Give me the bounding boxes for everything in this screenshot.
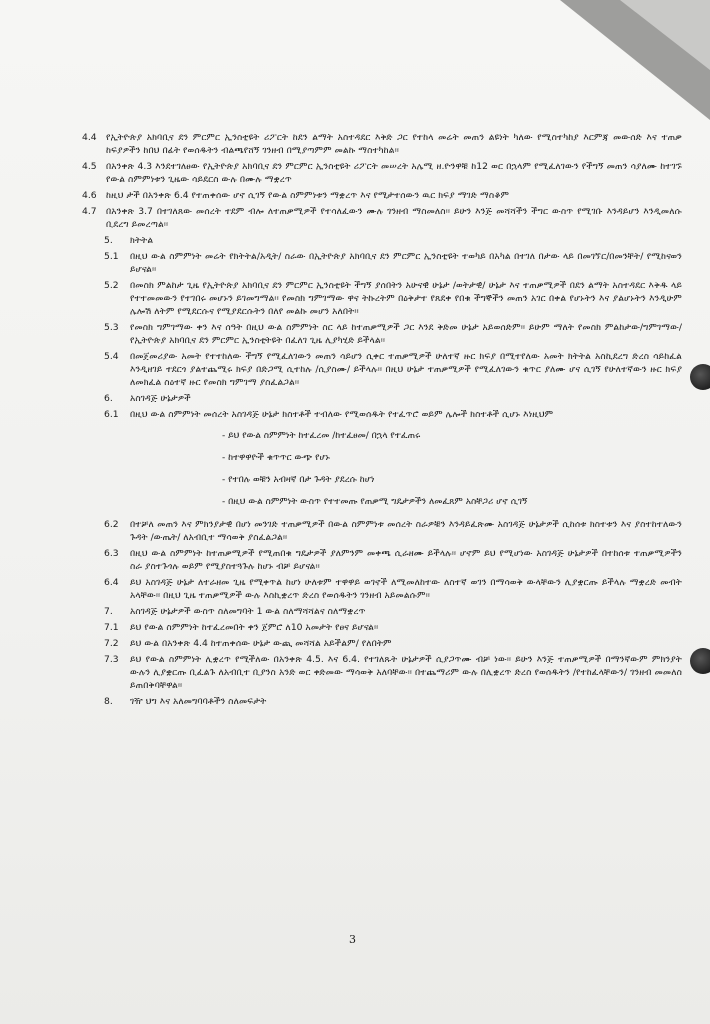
clause-6-1 [82,408,682,421]
clause-text: በመስክ ምልከታ ጊዜ የኢትዮጵያ አክባቢና ደን ምርምር ኢንስቲዩት ችግኝ ያሰበትን አሁናዊ ሁኔታ /ወትታዊ/ ሁኔታ እና ተጠቃሚዎች በደን ልማት አስተዳደር እቅዱ ላይ የተተመመውን የተገበሩ መሆኑን ይገመግማል፡፡ የመስክ ግምገማው ዋና ትኩረትም በዕቅታተ የጸደቀ የበቁ ችግኞችን መጠን አገር በቀል የሆኑትን እና ያልሆኑትን እንዲሁም ሌሎሽ ለትም የሚደርሱና የሚያደርሱትን በለየ መልኩ መሆን አለበት፡፡ [130,280,682,317]
punch-hole-bottom [690,648,710,674]
clause-number: 6.3 [104,548,119,559]
punch-hole-top [690,364,710,390]
clause-4-5 [82,160,682,186]
document-body [82,128,682,708]
clause-number: 5.4 [104,351,119,362]
clause-6-2 [82,518,682,544]
clause-number: 4.7 [82,206,97,217]
condition-bullet: - ይህ የውል ስምምነት ከተፈረመ /ከተፈፀመ/ በኋላ የተፈጠሩ [222,431,421,441]
clause-7 [82,605,682,618]
clause-number: 7. [104,606,113,617]
clause-text: በአንቀጽ 3.7 በተገለጸው መሰረት ተደም ብሎ ለተጠቃሚዎች የተሳለፈውን ሙሉ ገንዘብ ማስመለስ፡፡ ይሁን እንጅ መሻሻችን ችግር ውስጥ የሚገቡ እንዳይሆን እንዲመለሱ ቢደረግ ይመረጣል፡፡ [106,206,682,230]
clause-5-2 [82,279,682,318]
clause-text: በአንቀጽ 4.3 እንደተገለፀው የኢትዮጵያ አክባቢና ደን ምርምር ኢንስቲዩት ሪፖርት መሠረት አሌሚ ዘ.ዮንዋቹ ከ12 ወር በኋላም የሚፈለገውን የችግኝ መጠን ሳያለሙ ከተገኙ የውል ስምምነቱን ጊዜው ሳይደርስ ውሉ በሙሉ ማቋረጥ [106,161,682,185]
clause-7-3 [82,653,682,692]
clause-5-1 [82,250,682,276]
page-corner-fold [620,0,710,70]
clause-text: አስገዳጅ ሁኔታዎች ውስጥ ስለመግባት 1 ውል ስለማሻሻልና ስለማቋረጥ [130,606,366,617]
clause-4-6 [82,189,682,202]
condition-bullet: - የተበሉ ወቹን አብዛኛ በታ ጉዳት ያደረሱ ከሆነ [222,475,375,485]
clause-text: ከዚህ ታች በአንቀጽ 6.4 የተጠቀሰው ሆኖ ሲገኝ የውል ስምምነቱን ማቋረጥ እና የሚታተሰውን ዉር ክፍያ ማገድ ማስቆም [106,190,510,201]
page-number: 3 [349,933,356,946]
clause-number: 6.2 [104,519,119,530]
clause-7-1 [82,621,682,634]
clause-number: 6.1 [104,409,119,420]
clause-text: አስገዳጅ ሁኔታዎች [130,393,191,404]
clause-number: 5.3 [104,322,119,333]
condition-bullet: - በዚህ ውል ስምምነት ውስጥ የተተመጡ የጠቃሚ ግዴታዎችን ለመፈጸም አስቸጋሪ ሆኖ ሲገኝ [222,497,528,507]
clause-8 [82,695,682,708]
clause-text: ይህ ውል በአንቀጽ 4.4 ከተጠቀሰው ሁኔታ ውጪ መሻሻል አይችልም/ የለበትም [130,638,392,649]
clause-7-2 [82,637,682,650]
clause-5-3 [82,321,682,347]
clause-text: ይህ የውል ስምምነት ከተፈረመበት ቀን ጀምሮ ለ10 አመታት የፀና ይሆናል፡፡ [130,622,379,633]
clause-number: 5.1 [104,251,119,262]
clause-6-4 [82,576,682,602]
clause-6 [82,392,682,405]
clause-number: 7.3 [104,654,119,665]
clause-number: 5. [104,235,113,246]
clause-text: ክትትል [130,235,154,246]
clause-6-3 [82,547,682,573]
clause-4-7 [82,205,682,231]
clause-text: ይህ አስገዳጅ ሁኔታ ለተራዘመ ጊዜ የሚቀጥል ከሆነ ሁለቱም ተዋዋይ ወገኖች ለሚመለከተው ለስተኛ ወገን በማሳወቅ ውላቸውን ሊያቋርጡ ይችላሉ ማቋረድ መብት አላቸው፡፡ በዚህ ጊዜ ተጠቃሚዎች ውሉ እስኪቋረጥ ድረስ የወሰዱትን ገንዘብ አይመልሱም፡፡ [130,577,682,601]
clause-text: በተቻለ መጠን እና ምክንያታዊ በሆነ መንገድ ተጠቃሚዎች በውል ስምምነቱ መሰረት ስራዎቹን እንዳይፈጽሙ አስገዳጅ ሁኔታዎች ሲከሰቱ ክስተቱን እና ያስተከተለውን ጉዳት /ውጤት/ ለአብቢተ ማሳወቅ ያስፈልጋል፡፡ [130,519,682,543]
clause-text: በመጀመሪያው አመት የተተከለው ችግኝ የሚፈለገውን መጠን ሳይሆን ሲቀር ተጠቃሚዎች ሁለተኛ ዙር ክፍያ በሚተየለው አመት ክትትል አስኪደረግ ድረስ ሳይከፈል እንዲዘገይ ተደርጎ ያልተጨሚሩ ክፍያ በድጋሚ ሲተከሉ /ሲያስሙ/ ይችላሉ፡፡ በዚህ ሁኔታ ተጠቃሚዎች የሚፈለገውን ቁጥር ያለሙ ሆና ሲገኝ የሁለተኛውን ዙር ክፍያ ለመክፈል ስዕተኛ ዙር የመስክ ግምገማ ያስፈልጋል፡፡ [130,351,682,388]
clause-text: በዚህ ውል ስምምነት መሬት የክትትል/አዲት/ ስራው በኢትዮጵያ አክባቢና ደን ምርምር ኢንስቲዩት ተወካይ በአካል በተገለ በታው ላይ በመገኘር/በመንቸት/ የሚከናወን ይሆናል፡፡ [130,251,682,275]
clause-number: 8. [104,696,113,707]
clause-number: 4.4 [82,132,97,143]
clause-text: በዚህ ውል ስምምነት ከተጠቃሚዎች የሚጠበቁ ግዴታዎች ያለምንም መቀጫ ሲራዘሙ ይችላሉ፡፡ ሆኖም ይህ የሚሆነው አስገዳጅ ሁኔታዎች በተከሰቱ ተጠቃሚዎችን ስራ ያስተጉጎሉ ወይም የሚያስተጓጉሉ ከሆኑ ብቻ ይሆናል፡፡ [130,548,682,572]
clause-text: ገዥ ህግ እና አለመግባባቶችን ስለመፍታት [130,696,267,707]
clause-text: የመስክ ግምገማው ቀን እና ሰዓት በዚህ ውል ስምምነት ስር ላይ ከተጠቃሚዎች ጋር እንደ ቅድመ ሁኔታ አይወሰድም፡፡ ይሁም ማለት የመስክ ምልከታው/ግምገማው/ የኢትዮጵያ አክባቢና ደን ምርምር ኢንስቲትዩት በፈለገ ጊዜ ሊያካሂድ ይችላል፡፡ [130,322,682,346]
clause-number: 7.1 [104,622,119,633]
clause-text: በዚህ ውል ስምምነት መሰረት አስገዳጅ ሁኔታ ክስተቶች ተብለው የሚወሰዱት የተፈጥሮ ወይም ሌሎች ክስተቶች ሲሆኑ እነዚህም [130,409,554,420]
clause-4-4 [82,131,682,157]
clause-text: የኢትዮጵያ አክባቢና ደን ምርምር ኢንስቲዩት ሪፖርት ከደን ልማት አስተዳደር እቅድ ጋር የተከላ መሬት መጠን ልዩነት ካለው የሚስተካከያ እርምጃ መውሰድ እና ተጠቃ ከፍያዎችን ከበህ በፊት የወሰዱትን ብልጫየሸኝ ገንዘብ በሚያጣምም መልኩ ማስተካከል፡፡ [106,132,682,156]
clause-number: 4.6 [82,190,97,201]
clause-5-4 [82,350,682,389]
clause-number: 5.2 [104,280,119,291]
condition-bullet: - ከተዋዋዮች ቁጥጥር ውጭ የሆኑ [222,453,330,463]
clause-text: ይህ የውል ስምምነት ሊቋረጥ የሚችለው በአንቀጽ 4.5. እና 6.4. የተገለጹት ሁኔታዎች ሲያጋጥሙ ብቻ ነው፡፡ ይሁን እንጅ ተጠቃሚዎች በማንኛውም ምክንያት ውሉን ሊያቋርጡ ቢፈልጉ ለአብቢተ ቢያንስ አንድ ወር ቀድመው ማሳወቅ አለባቸው፡፡ በተጨማሪም ውሉ በሊቋረጥ ድረስ የወሰዱትን /የተከፈላቸውን/ ገንዘብ መመለስ ይጠበቅባቸዋል፡፡ [130,654,682,691]
clause-number: 7.2 [104,638,119,649]
clause-number: 6.4 [104,577,119,588]
clause-number: 6. [104,393,113,404]
clause-number: 4.5 [82,161,97,172]
clause-5 [82,234,682,247]
